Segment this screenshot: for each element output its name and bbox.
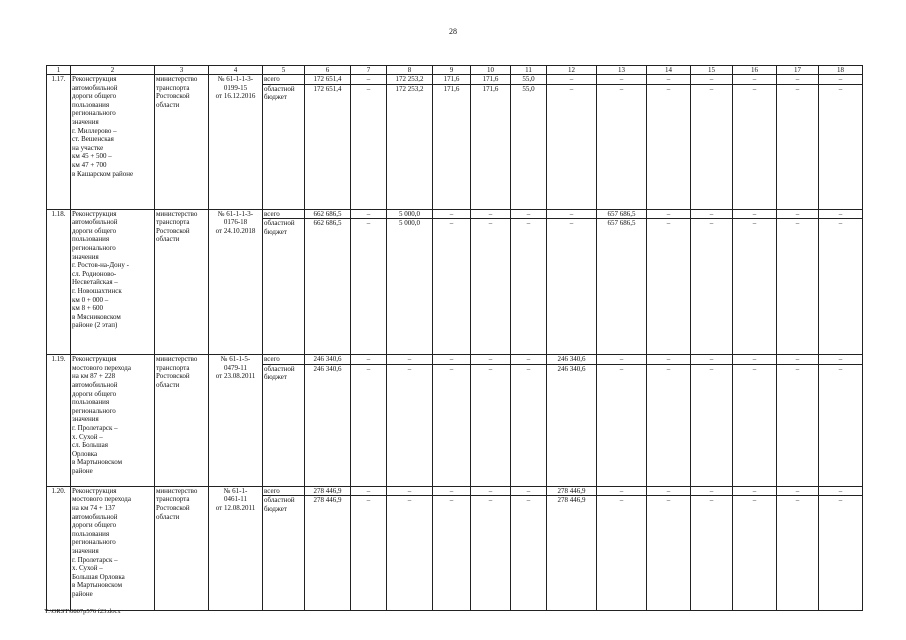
funding-value: – bbox=[733, 219, 777, 355]
row-id: 1.17. bbox=[47, 75, 71, 210]
project-row bbox=[47, 209, 863, 219]
project-name: Реконструкция автомобильной дороги общего пользования регионального значения г. Миллерово – ст. Вешенская на участке км 45 + 500 – км 47 + 700 в Кашарском районе bbox=[71, 75, 155, 210]
funding-value: – bbox=[387, 486, 433, 496]
funding-value: – bbox=[819, 75, 863, 85]
funding-value: – bbox=[547, 219, 597, 355]
funding-value: 172 651,4 bbox=[305, 84, 351, 209]
funding-value: – bbox=[351, 364, 387, 486]
funding-value: 246 340,6 bbox=[547, 355, 597, 365]
funding-source: всего bbox=[263, 486, 305, 496]
funding-value: – bbox=[433, 486, 471, 496]
project-name: Реконструкция мостового перехода на км 74 + 137 автомобильной дороги общего пользования регионального значения г. Пролетарск – х. Сухой – Большая Орловка в Мартыновском районе bbox=[71, 486, 155, 611]
funding-value: – bbox=[387, 364, 433, 486]
column-number: 5 bbox=[263, 66, 305, 75]
column-number: 12 bbox=[547, 66, 597, 75]
expertise-document: № 61-1-1-3- 0199-15 от 16.12.2016 bbox=[209, 75, 263, 210]
funding-value: – bbox=[433, 219, 471, 355]
project-row bbox=[47, 486, 863, 496]
column-number: 13 bbox=[597, 66, 647, 75]
funding-value: – bbox=[733, 84, 777, 209]
funding-value: – bbox=[597, 355, 647, 365]
funding-value: – bbox=[733, 75, 777, 85]
funding-value: 171,6 bbox=[433, 75, 471, 85]
project-name: Реконструкция автомобильной дороги общего пользования регионального значения г. Ростов-на-Дону - сл. Родионово- Несветайская – г. Новошахтинск км 0 + 000 – км 8 + 600 в Мясниковском районе (2 этап) bbox=[71, 209, 155, 355]
funding-value: – bbox=[471, 209, 511, 219]
funding-value: – bbox=[819, 219, 863, 355]
project-name: Реконструкция мостового перехода на км 87 + 228 автомобильной дороги общего пользования регионального значения г. Пролетарск – х. Сухой – сл. Большая Орловка в Мартыновском районе bbox=[71, 355, 155, 487]
funding-value: – bbox=[471, 364, 511, 486]
column-number: 3 bbox=[155, 66, 209, 75]
page-number: 28 bbox=[449, 27, 457, 36]
funding-value: 55,0 bbox=[511, 84, 547, 209]
funding-value: – bbox=[511, 355, 547, 365]
funding-value: – bbox=[597, 75, 647, 85]
funding-value: – bbox=[351, 219, 387, 355]
row-id: 1.20. bbox=[47, 486, 71, 611]
funding-source: областной бюджет bbox=[263, 364, 305, 486]
funding-value: – bbox=[733, 496, 777, 611]
funding-value: 171,6 bbox=[433, 84, 471, 209]
funding-value: – bbox=[351, 209, 387, 219]
funding-value: – bbox=[351, 496, 387, 611]
funding-value: 172 253,2 bbox=[387, 84, 433, 209]
project-row bbox=[47, 75, 863, 85]
funding-value: – bbox=[511, 496, 547, 611]
funding-value: – bbox=[597, 496, 647, 611]
funding-value: – bbox=[647, 496, 691, 611]
funding-value: – bbox=[733, 364, 777, 486]
column-number: 16 bbox=[733, 66, 777, 75]
column-number: 14 bbox=[647, 66, 691, 75]
column-number: 6 bbox=[305, 66, 351, 75]
funding-value: – bbox=[691, 355, 733, 365]
column-number: 17 bbox=[777, 66, 819, 75]
funding-value: – bbox=[691, 75, 733, 85]
funding-value: 246 340,6 bbox=[547, 364, 597, 486]
funding-value: – bbox=[433, 209, 471, 219]
funding-value: – bbox=[777, 84, 819, 209]
funding-source: всего bbox=[263, 209, 305, 219]
funding-value: 5 000,0 bbox=[387, 209, 433, 219]
funding-value: – bbox=[511, 209, 547, 219]
funding-value: – bbox=[777, 496, 819, 611]
funding-value: – bbox=[819, 486, 863, 496]
column-number: 2 bbox=[71, 66, 155, 75]
funding-value: – bbox=[819, 84, 863, 209]
column-number: 1 bbox=[47, 66, 71, 75]
funding-value: 246 340,6 bbox=[305, 355, 351, 365]
funding-value: – bbox=[819, 209, 863, 219]
funding-value: – bbox=[351, 355, 387, 365]
funding-value: – bbox=[597, 84, 647, 209]
funding-value: – bbox=[691, 364, 733, 486]
funding-value: – bbox=[777, 486, 819, 496]
funding-value: – bbox=[777, 75, 819, 85]
column-number: 8 bbox=[387, 66, 433, 75]
column-number-row bbox=[47, 66, 863, 75]
funding-value: 278 446,9 bbox=[305, 496, 351, 611]
funding-value: – bbox=[647, 209, 691, 219]
column-number: 4 bbox=[209, 66, 263, 75]
funding-value: – bbox=[691, 219, 733, 355]
program-table bbox=[46, 65, 863, 611]
funding-value: – bbox=[547, 209, 597, 219]
funding-value: – bbox=[351, 84, 387, 209]
file-path-footer: Y:\ORST\0807p576 f23.docx bbox=[44, 608, 121, 615]
table-body bbox=[47, 66, 863, 611]
row-id: 1.18. bbox=[47, 209, 71, 355]
funding-value: – bbox=[691, 84, 733, 209]
funding-value: 657 686,5 bbox=[597, 219, 647, 355]
funding-value: – bbox=[511, 219, 547, 355]
funding-value: – bbox=[691, 496, 733, 611]
expertise-document: № 61-1- 0461-11 от 12.08.2011 bbox=[209, 486, 263, 611]
funding-value: – bbox=[647, 84, 691, 209]
funding-value: – bbox=[351, 75, 387, 85]
funding-value: – bbox=[777, 364, 819, 486]
column-number: 11 bbox=[511, 66, 547, 75]
funding-value: – bbox=[511, 486, 547, 496]
funding-value: – bbox=[819, 364, 863, 486]
funding-value: – bbox=[647, 486, 691, 496]
funding-value: – bbox=[433, 364, 471, 486]
funding-value: 278 446,9 bbox=[547, 496, 597, 611]
funding-value: – bbox=[511, 364, 547, 486]
funding-value: – bbox=[777, 209, 819, 219]
funding-value: – bbox=[819, 355, 863, 365]
responsible-ministry: министерство транспорта Ростовской области bbox=[155, 486, 209, 611]
funding-value: 171,6 bbox=[471, 84, 511, 209]
funding-value: 662 686,5 bbox=[305, 219, 351, 355]
funding-value: 172 253,2 bbox=[387, 75, 433, 85]
funding-source: областной бюджет bbox=[263, 496, 305, 611]
funding-value: 657 686,5 bbox=[597, 209, 647, 219]
funding-value: – bbox=[387, 355, 433, 365]
funding-value: – bbox=[597, 364, 647, 486]
funding-value: – bbox=[691, 209, 733, 219]
funding-value: – bbox=[471, 496, 511, 611]
funding-value: – bbox=[547, 84, 597, 209]
funding-value: – bbox=[471, 486, 511, 496]
funding-value: – bbox=[547, 75, 597, 85]
funding-value: – bbox=[777, 355, 819, 365]
funding-source: областной бюджет bbox=[263, 84, 305, 209]
funding-value: – bbox=[733, 209, 777, 219]
column-number: 15 bbox=[691, 66, 733, 75]
funding-value: – bbox=[387, 496, 433, 611]
column-number: 10 bbox=[471, 66, 511, 75]
project-row bbox=[47, 355, 863, 365]
expertise-document: № 61-1-1-3- 0176-18 от 24.10.2018 bbox=[209, 209, 263, 355]
funding-source: всего bbox=[263, 75, 305, 85]
funding-value: 55,0 bbox=[511, 75, 547, 85]
funding-value: – bbox=[433, 355, 471, 365]
funding-value: – bbox=[647, 364, 691, 486]
funding-source: областной бюджет bbox=[263, 219, 305, 355]
funding-value: – bbox=[647, 219, 691, 355]
funding-value: – bbox=[433, 496, 471, 611]
funding-value: 278 446,9 bbox=[547, 486, 597, 496]
funding-value: – bbox=[733, 486, 777, 496]
funding-value: 278 446,9 bbox=[305, 486, 351, 496]
funding-value: 662 686,5 bbox=[305, 209, 351, 219]
funding-source: всего bbox=[263, 355, 305, 365]
funding-value: – bbox=[647, 355, 691, 365]
funding-value: 5 000,0 bbox=[387, 219, 433, 355]
expertise-document: № 61-1-5- 0479-11 от 23.08.2011 bbox=[209, 355, 263, 487]
funding-value: – bbox=[691, 486, 733, 496]
funding-value: – bbox=[819, 496, 863, 611]
funding-value: 171,6 bbox=[471, 75, 511, 85]
column-number: 18 bbox=[819, 66, 863, 75]
funding-value: 246 340,6 bbox=[305, 364, 351, 486]
program-table-container bbox=[46, 65, 862, 611]
funding-value: – bbox=[777, 219, 819, 355]
funding-value: – bbox=[351, 486, 387, 496]
funding-value: 172 651,4 bbox=[305, 75, 351, 85]
funding-value: – bbox=[597, 486, 647, 496]
funding-value: – bbox=[733, 355, 777, 365]
responsible-ministry: министерство транспорта Ростовской области bbox=[155, 355, 209, 487]
responsible-ministry: министерство транспорта Ростовской области bbox=[155, 75, 209, 210]
funding-value: – bbox=[647, 75, 691, 85]
funding-value: – bbox=[471, 355, 511, 365]
responsible-ministry: министерство транспорта Ростовской области bbox=[155, 209, 209, 355]
funding-value: – bbox=[471, 219, 511, 355]
column-number: 7 bbox=[351, 66, 387, 75]
row-id: 1.19. bbox=[47, 355, 71, 487]
column-number: 9 bbox=[433, 66, 471, 75]
